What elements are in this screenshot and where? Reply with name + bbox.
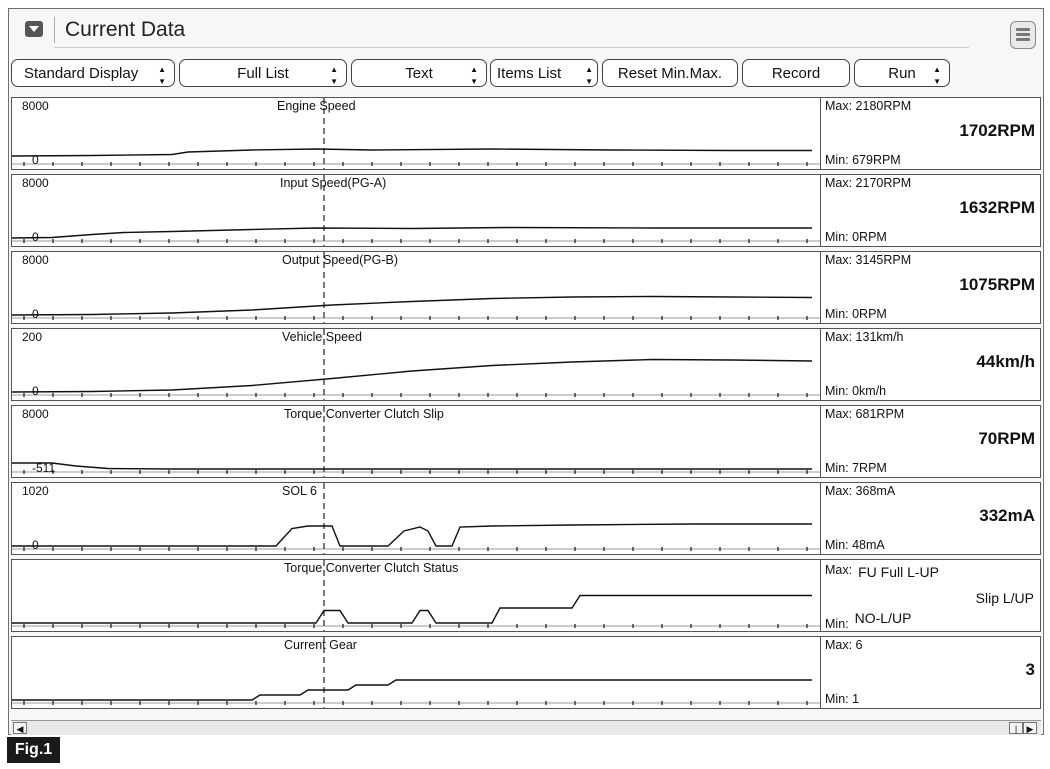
max-value: Max: 2180RPM [825, 99, 912, 113]
signal-trace [12, 360, 812, 393]
graph-plot-area [12, 98, 821, 169]
graph-panel [11, 405, 1041, 478]
updown-arrows-icon: ▲ ▼ [158, 65, 166, 86]
parameter-name: Torque Converter Clutch Slip [284, 407, 444, 421]
display-mode-select[interactable] [11, 59, 175, 87]
max-value: Max: 681RPM [825, 407, 905, 421]
min-state: NO-L/UP [854, 610, 912, 626]
graph-plot-area [12, 483, 821, 554]
graph-plot-area [12, 175, 821, 246]
title-underline [54, 47, 969, 48]
display-mode-label: Standard Display [24, 65, 139, 82]
graph-plot-area [12, 560, 821, 631]
parameter-name: SOL 6 [282, 484, 317, 498]
value-readout [821, 98, 1040, 169]
graph-panel [11, 97, 1041, 170]
signal-trace [12, 680, 812, 700]
trend-graph [12, 483, 820, 554]
max-value: Max: 131km/h [825, 330, 904, 344]
max-value [825, 561, 939, 580]
view-mode-select[interactable] [351, 59, 487, 87]
parameter-name: Vehicle Speed [282, 330, 362, 344]
current-value: 1632RPM [959, 198, 1035, 217]
y-axis-max: 200 [22, 330, 43, 344]
value-readout [821, 252, 1040, 323]
collapse-icon[interactable] [25, 21, 43, 37]
y-axis-min: 0 [32, 384, 39, 398]
min-value [825, 610, 912, 631]
y-axis-max: 1020 [22, 484, 49, 498]
current-value: Slip L/UP [975, 590, 1034, 606]
horizontal-scrollbar[interactable] [11, 720, 1041, 735]
max-value: Max: 6 [825, 638, 863, 652]
y-axis-max: 8000 [22, 253, 49, 267]
y-axis-min: 0 [32, 153, 39, 167]
list-mode-label: Full List [237, 65, 289, 82]
title-separator [54, 17, 55, 43]
signal-trace [12, 149, 812, 156]
toolbar [9, 59, 1043, 91]
current-value: 44km/h [976, 352, 1035, 371]
current-value: 1702RPM [959, 121, 1035, 140]
graph-plot-area [12, 329, 821, 400]
min-value: Min: 48mA [825, 538, 885, 552]
signal-trace [12, 524, 812, 546]
scroll-pause-icon[interactable]: | [1009, 722, 1023, 734]
parameter-name: Torque Converter Clutch Status [284, 561, 459, 575]
parameter-name: Current Gear [284, 638, 357, 652]
parameter-name: Engine Speed [277, 99, 356, 113]
y-axis-max: 8000 [22, 176, 49, 190]
y-axis-min: 0 [32, 538, 39, 552]
min-value: Min: 679RPM [825, 153, 901, 167]
current-value: 70RPM [978, 429, 1035, 448]
y-axis-max: 8000 [22, 99, 49, 113]
scroll-right-icon[interactable]: ▶ [1023, 722, 1037, 734]
scroll-left-icon[interactable]: ◀ [13, 722, 27, 734]
signal-trace [12, 297, 812, 316]
graph-plot-area [12, 252, 821, 323]
figure-label: Fig.1 [7, 737, 60, 763]
parameter-name: Output Speed(PG-B) [282, 253, 399, 267]
run-label: Run [888, 65, 916, 82]
updown-arrows-icon: ▲ ▼ [585, 65, 593, 86]
run-select[interactable] [854, 59, 950, 87]
graph-panel [11, 482, 1041, 555]
min-value: Min: 7RPM [825, 461, 887, 475]
items-list-select[interactable] [490, 59, 598, 87]
current-data-window [8, 8, 1044, 735]
value-readout [821, 406, 1040, 477]
max-label: Max: [825, 563, 853, 577]
trend-graph [12, 175, 820, 246]
value-readout [821, 329, 1040, 400]
min-label: Min: [825, 617, 849, 631]
graph-panel [11, 328, 1041, 401]
value-readout [821, 637, 1040, 708]
min-value: Min: 0km/h [825, 384, 887, 398]
y-axis-min: 0 [32, 307, 39, 321]
max-value: Max: 3145RPM [825, 253, 912, 267]
list-mode-select[interactable] [179, 59, 347, 87]
updown-arrows-icon: ▲ ▼ [470, 65, 478, 86]
y-axis-max: 8000 [22, 407, 49, 421]
trend-graph [12, 637, 820, 708]
current-value: 3 [1025, 660, 1035, 679]
current-value: 1075RPM [959, 275, 1035, 294]
parameter-name: Input Speed(PG-A) [280, 176, 387, 190]
view-mode-label: Text [405, 65, 433, 82]
min-value: Min: 1 [825, 692, 860, 706]
signal-trace [12, 228, 812, 239]
y-axis-min: 0 [32, 230, 39, 244]
graph-panel [11, 251, 1041, 324]
record-button[interactable]: Record [742, 59, 850, 87]
reset-minmax-button[interactable]: Reset Min.Max. [602, 59, 738, 87]
value-readout [821, 560, 1040, 631]
graph-plot-area [12, 406, 821, 477]
min-value: Min: 0RPM [825, 230, 887, 244]
graph-panel [11, 559, 1041, 632]
value-readout [821, 483, 1040, 554]
y-axis-min: -511 [32, 461, 56, 475]
graph-panel [11, 636, 1041, 709]
trend-graph [12, 98, 820, 169]
trend-graph [12, 252, 820, 323]
title-bar [9, 9, 1043, 51]
signal-trace [12, 596, 812, 624]
max-value: Max: 2170RPM [825, 176, 912, 190]
items-list-label: Items List [497, 65, 562, 82]
window-title: Current Data [65, 18, 186, 41]
updown-arrows-icon: ▲ ▼ [330, 65, 338, 86]
trend-graph [12, 329, 820, 400]
graph-plot-area [12, 637, 821, 708]
max-value: Max: 368mA [825, 484, 896, 498]
menu-icon[interactable] [1010, 21, 1036, 49]
min-value: Min: 0RPM [825, 307, 887, 321]
updown-arrows-icon: ▲ ▼ [933, 65, 941, 86]
graph-panel [11, 174, 1041, 247]
max-state: FU Full L-UP [858, 564, 939, 580]
signal-trace [12, 463, 812, 469]
value-readout [821, 175, 1040, 246]
current-value: 332mA [979, 506, 1035, 525]
